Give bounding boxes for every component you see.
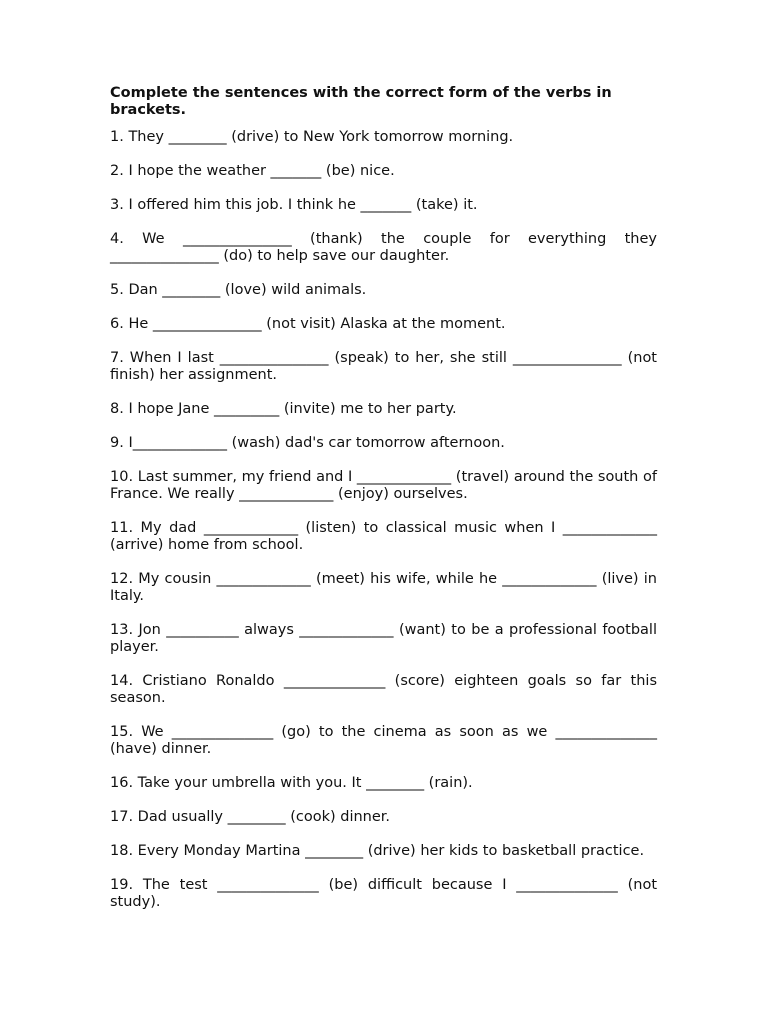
- exercise-item: 19. The test ______________ (be) difficult because I ______________ (not study).: [110, 877, 657, 910]
- exercise-item: 5. Dan ________ (love) wild animals.: [110, 282, 367, 298]
- exercise-item: 2. I hope the weather _______ (be) nice.: [110, 163, 395, 179]
- exercise-item: 13. Jon __________ always _____________ (want) to be a professional football player.: [110, 622, 657, 655]
- exercise-item: 17. Dad usually ________ (cook) dinner.: [110, 809, 391, 825]
- exercise-item: 16. Take your umbrella with you. It ________ (rain).: [110, 775, 473, 791]
- exercise-item: 7. When I last _______________ (speak) to her, she still _______________ (not finish) her assignment.: [110, 350, 657, 383]
- exercise-item: 4. We _______________ (thank) the couple for everything they _______________ (do) to help save our daughter.: [110, 231, 657, 264]
- exercise-item: 15. We ______________ (go) to the cinema as soon as we ______________ (have) dinner.: [110, 724, 657, 757]
- exercise-item: 10. Last summer, my friend and I _____________ (travel) around the south of France. We really _____________ (enjoy) ourselves.: [110, 469, 657, 502]
- exercise-item: 9. I_____________ (wash) dad's car tomorrow afternoon.: [110, 435, 505, 451]
- exercise-item: 1. They ________ (drive) to New York tomorrow morning.: [110, 129, 514, 145]
- exercise-item: 6. He _______________ (not visit) Alaska at the moment.: [110, 316, 506, 332]
- worksheet: [110, 85, 657, 911]
- exercise-list: [110, 129, 657, 911]
- exercise-item: 3. I offered him this job. I think he _______ (take) it.: [110, 197, 478, 213]
- exercise-item: 18. Every Monday Martina ________ (drive) her kids to basketball practice.: [110, 843, 645, 859]
- exercise-item: 8. I hope Jane _________ (invite) me to her party.: [110, 401, 457, 417]
- exercise-item: 14. Cristiano Ronaldo ______________ (score) eighteen goals so far this season.: [110, 673, 657, 706]
- exercise-item: 11. My dad _____________ (listen) to classical music when I _____________ (arrive) home from school.: [110, 520, 657, 553]
- exercise-item: 12. My cousin _____________ (meet) his wife, while he _____________ (live) in Italy.: [110, 571, 657, 604]
- worksheet-heading: Complete the sentences with the correct form of the verbs in brackets.: [110, 85, 612, 118]
